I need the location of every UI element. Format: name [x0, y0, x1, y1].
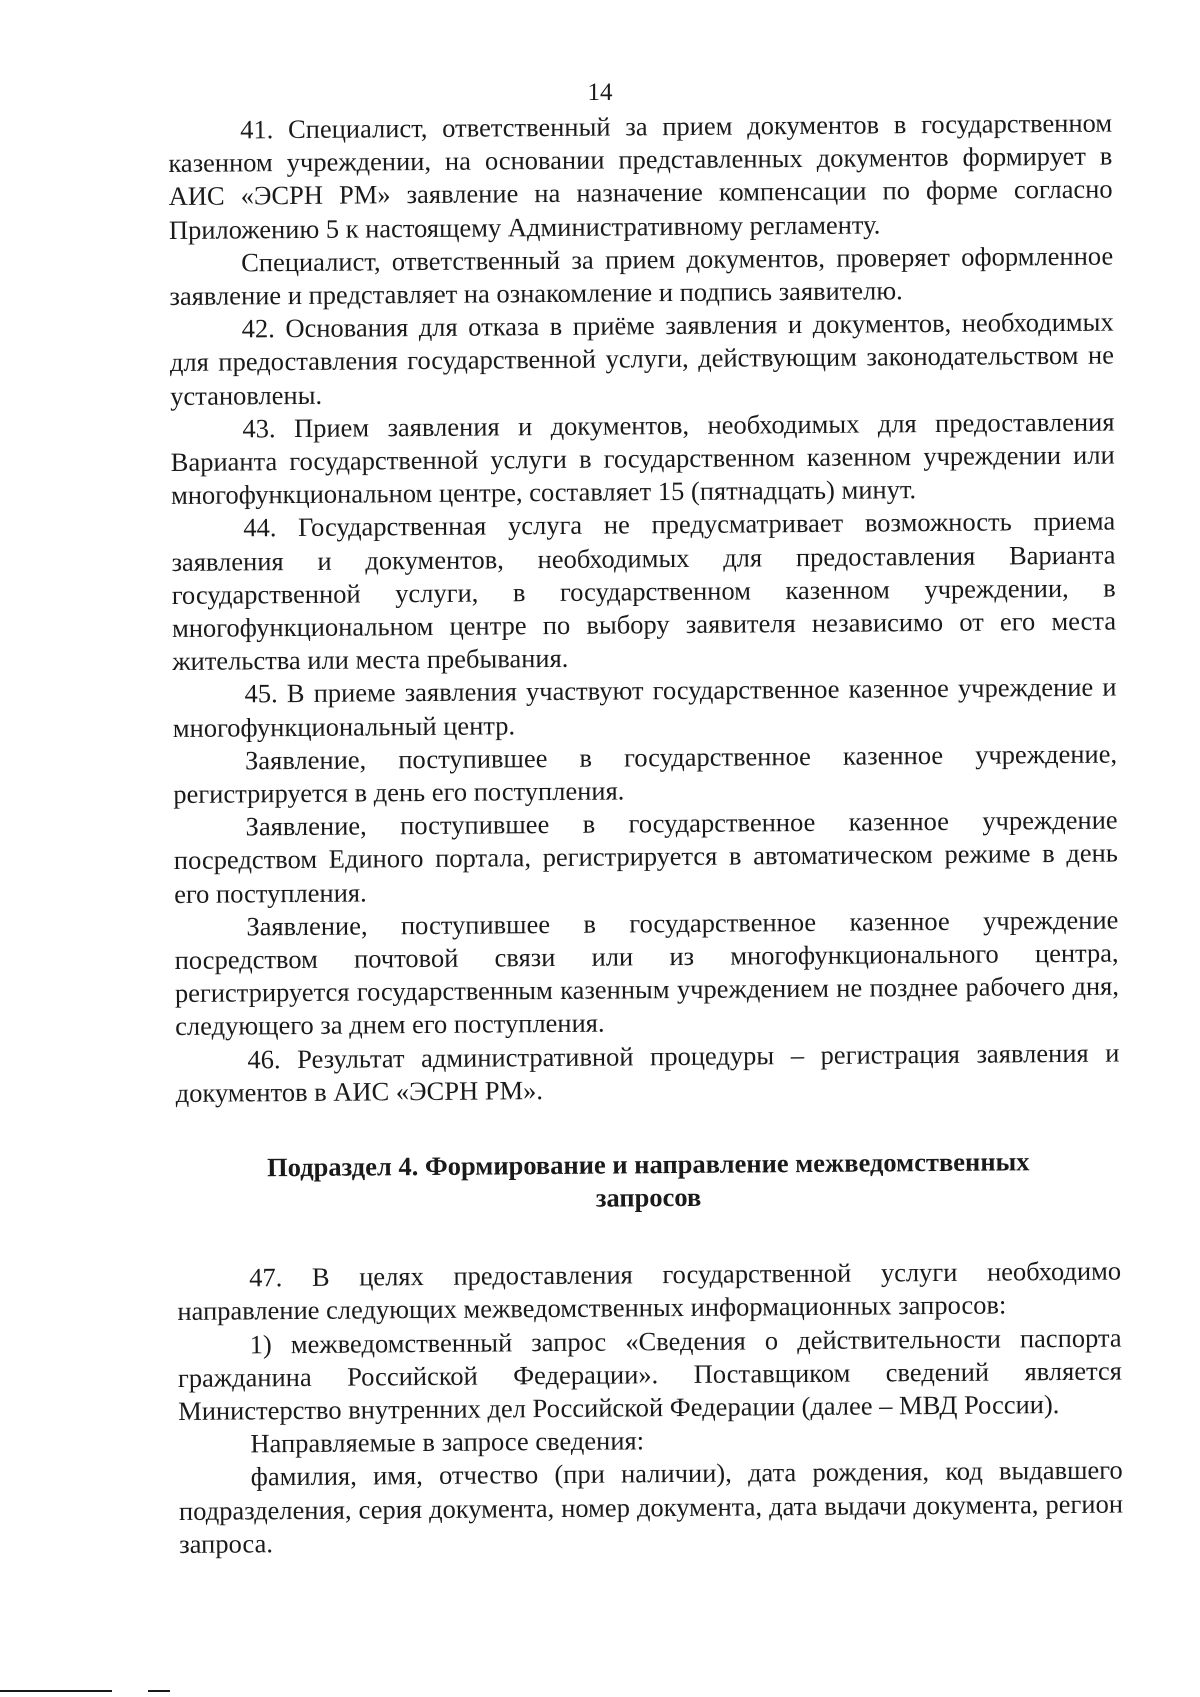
paragraph-44: 44. Государственная услуга не предусматривает возможность приема заявления и документов, необходимых для предоставления Варианта государственной услуги, в государственном казенном учреждении, в многофункциональном центре по выбору заявителя независимо от его места жительства или места пребывания.	[171, 506, 1117, 677]
paragraph-47: 47. В целях предоставления государственной услуги необходимо направление следующих межведомственных информационных запросов:	[177, 1255, 1122, 1327]
document-body	[168, 107, 1123, 1561]
paragraph-45-registration: Заявление, поступившее в государственное казенное учреждение, регистрируется в день его поступления.	[173, 738, 1118, 810]
paragraph-45-portal: Заявление, поступившее в государственное казенное учреждение посредством Единого портала, регистрируется в автоматическом режиме в день его поступления.	[173, 804, 1118, 909]
page-number: 14	[587, 79, 613, 106]
paragraph-43: 43. Прием заявления и документов, необходимых для предоставления Варианта государственной услуги в государственном казенном учреждении или многофункциональном центре, составляет 15 (пятнадцать) минут.	[170, 406, 1115, 511]
paragraph-47-item-1: 1) межведомственный запрос «Сведения о действительности паспорта гражданина Российской Федерации». Поставщиком сведений является Министерство внутренних дел Российской Федерации (далее – МВД России).	[177, 1322, 1123, 1426]
paragraph-47-fields: фамилия, имя, отчество (при наличии), дата рождения, код выдавшего подразделения, серия документа, номер документа, дата выдачи документа, регион запроса.	[178, 1454, 1124, 1559]
paragraph-41: 41. Специалист, ответственный за прием документов в государственном казенном учреждении, на основании представленных документов формирует в АИС «ЭСРН РМ» заявление на назначение компенсации по форме согласно Приложению 5 к настоящему Административному регламенту.	[168, 107, 1113, 245]
scan-edge-mark	[148, 1690, 170, 1692]
paragraph-45: 45. В приеме заявления участвуют государственное казенное учреждение и многофункциональный центр.	[172, 672, 1117, 743]
paragraph-46: 46. Результат административной процедуры – регистрация заявления и документов в АИС «ЭСРН РМ».	[175, 1037, 1120, 1108]
paragraph-42: 42. Основания для отказа в приёме заявления и документов, необходимых для предоставления государственной услуги, действующим законодательством не установлены.	[169, 306, 1115, 411]
paragraph-41-check: Специалист, ответственный за прием документов, проверяет оформленное заявление и представляет на ознакомление и подпись заявителю.	[169, 240, 1114, 312]
scan-edge-line	[0, 1690, 112, 1692]
section-heading: Подраздел 4. Формирование и направление межведомственных запросов	[266, 1146, 1030, 1213]
paragraph-45-mail: Заявление, поступившее в государственное казенное учреждение посредством почтовой связи или из многофункционального центра, регистрируется государственным казенным учреждением не позднее рабочего дня, следующего за днем его поступления.	[174, 904, 1119, 1042]
paragraph-47-sent-data: Направляемые в запросе сведения:	[250, 1425, 645, 1459]
